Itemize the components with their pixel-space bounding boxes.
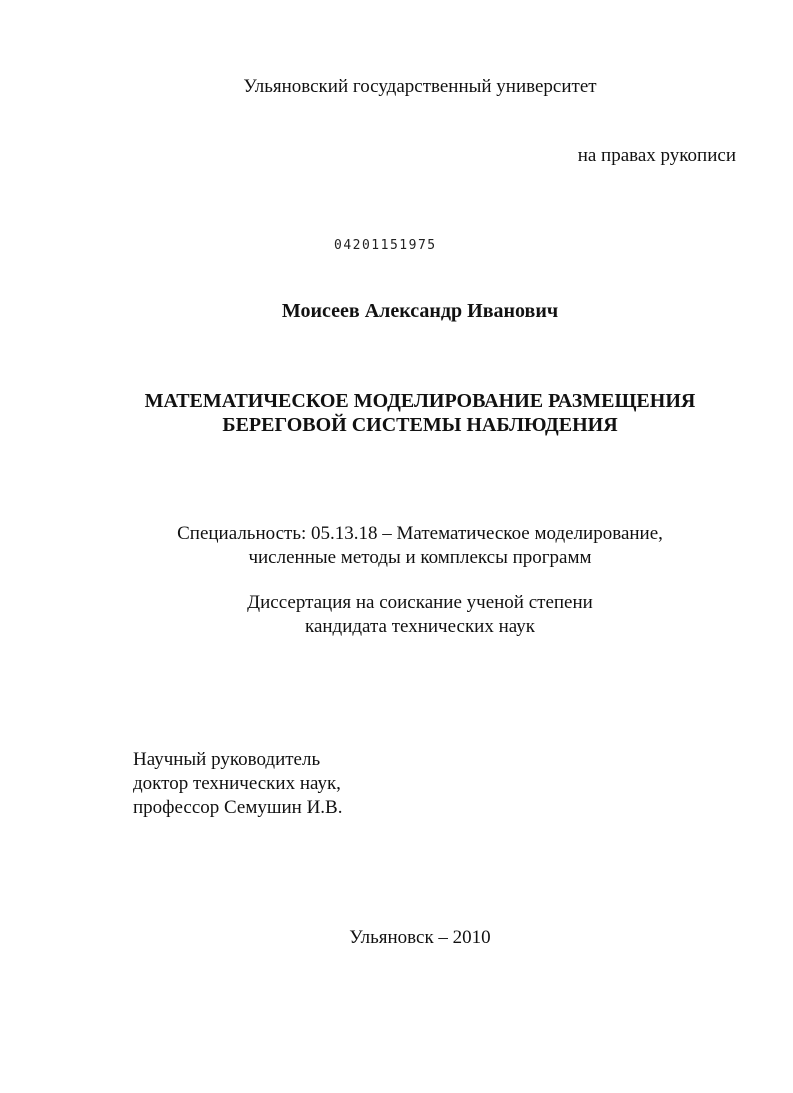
title-line-2: БЕРЕГОВОЙ СИСТЕМЫ НАБЛЮДЕНИЯ bbox=[222, 414, 618, 436]
supervisor-line-2: доктор технических наук, bbox=[133, 773, 341, 794]
supervisor-line-1: Научный руководитель bbox=[133, 749, 321, 770]
dissertation-title bbox=[0, 389, 793, 437]
degree-line-2: кандидата технических наук bbox=[305, 616, 535, 637]
supervisor-block bbox=[133, 748, 342, 820]
author-name: Моисеев Александр Иванович bbox=[281, 300, 559, 322]
catalog-code: 04201151975 bbox=[334, 238, 437, 253]
specialty-line-2: численные методы и комплексы программ bbox=[248, 547, 592, 568]
degree-block bbox=[0, 591, 793, 639]
supervisor-line-3: профессор Семушин И.В. bbox=[133, 797, 343, 818]
manuscript-note: на правах рукописи bbox=[577, 145, 736, 166]
degree-line-1: Диссертация на соискание ученой степени bbox=[247, 592, 593, 613]
title-line-1: МАТЕМАТИЧЕСКОЕ МОДЕЛИРОВАНИЕ РАЗМЕЩЕНИЯ bbox=[144, 390, 696, 412]
specialty-line-1: Специальность: 05.13.18 – Математическое моделирование, bbox=[177, 523, 663, 544]
specialty-block bbox=[0, 522, 793, 570]
city-year: Ульяновск – 2010 bbox=[349, 927, 491, 948]
university-name: Ульяновский государственный университет bbox=[243, 76, 597, 97]
